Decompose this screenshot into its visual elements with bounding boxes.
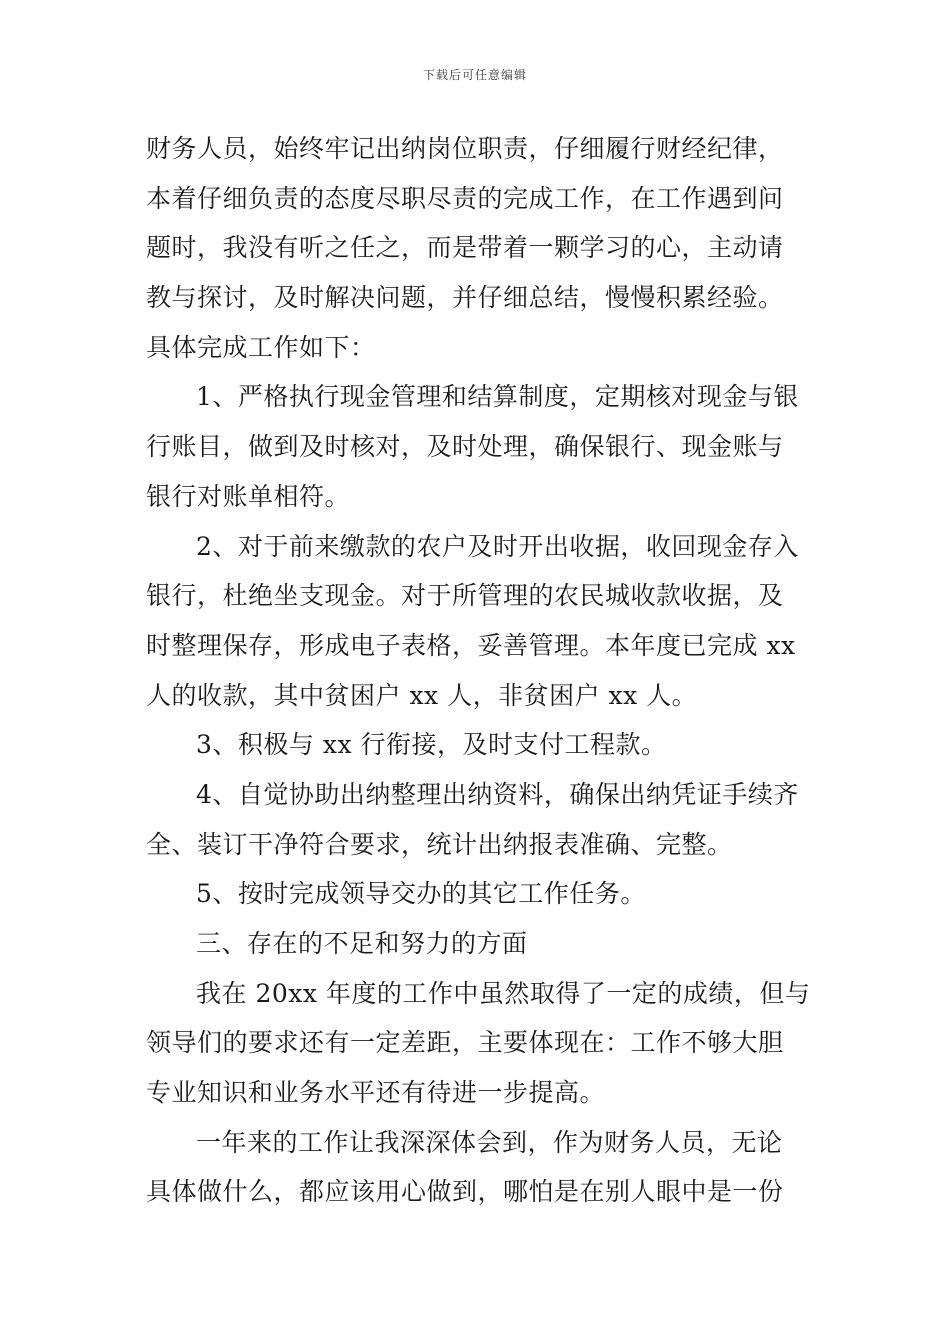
text-line: 行账目，做到及时核对，及时处理，确保银行、现金账与 (146, 432, 784, 462)
text-line: 时整理保存，形成电子表格，妥善管理。本年度已完成 xx (146, 630, 796, 660)
section-heading: 三、存在的不足和努力的方面 (196, 929, 528, 958)
text-line: 具体做什么，都应该用心做到，哪怕是在别人眼中是一份 (146, 1177, 784, 1207)
text-line: 银行对账单相符。 (146, 481, 351, 511)
text-line: 财务人员，始终牢记出纳岗位职责，仔细履行财经纪律， (146, 134, 784, 163)
text-line: 银行，杜绝坐支现金。对于所管理的农民城收款收据，及 (146, 581, 784, 611)
text-line: 具体完成工作如下： (146, 332, 376, 362)
list-item-4: 4、自觉协助出纳整理出纳资料，确保出纳凭证手续齐 (196, 779, 799, 809)
text-line: 本着仔细负责的态度尽职尽责的完成工作，在工作遇到问 (146, 183, 784, 213)
list-item-5: 5、按时完成领导交办的其它工作任务。 (196, 879, 646, 909)
text-line: 专业知识和业务水平还有待进一步提高。 (146, 1078, 606, 1108)
text-line: 全、装订干净符合要求，统计出纳报表准确、完整。 (146, 829, 733, 859)
list-item-3: 3、积极与 xx 行衔接，及时支付工程款。 (196, 730, 667, 760)
paragraph-start: 我在 20xx 年度的工作中虽然取得了一定的成绩，但与 (196, 978, 811, 1008)
document-body (146, 124, 811, 1217)
text-line: 题时，我没有听之任之，而是带着一颗学习的心，主动请 (146, 233, 784, 263)
page-header: 下载后可任意编辑 (422, 68, 527, 82)
text-line: 领导们的要求还有一定差距，主要体现在：工作不够大胆 (146, 1028, 784, 1058)
list-item-1: 1、严格执行现金管理和结算制度，定期核对现金与银 (196, 382, 799, 412)
text-line: 教与探讨，及时解决问题，并仔细总结，慢慢积累经验。 (146, 283, 784, 313)
paragraph-start: 一年来的工作让我深深体会到，作为财务人员，无论 (196, 1127, 783, 1157)
list-item-2: 2、对于前来缴款的农户及时开出收据，收回现金存入 (196, 531, 799, 561)
text-line: 人的收款，其中贫困户 xx 人，非贫困户 xx 人。 (146, 680, 698, 710)
